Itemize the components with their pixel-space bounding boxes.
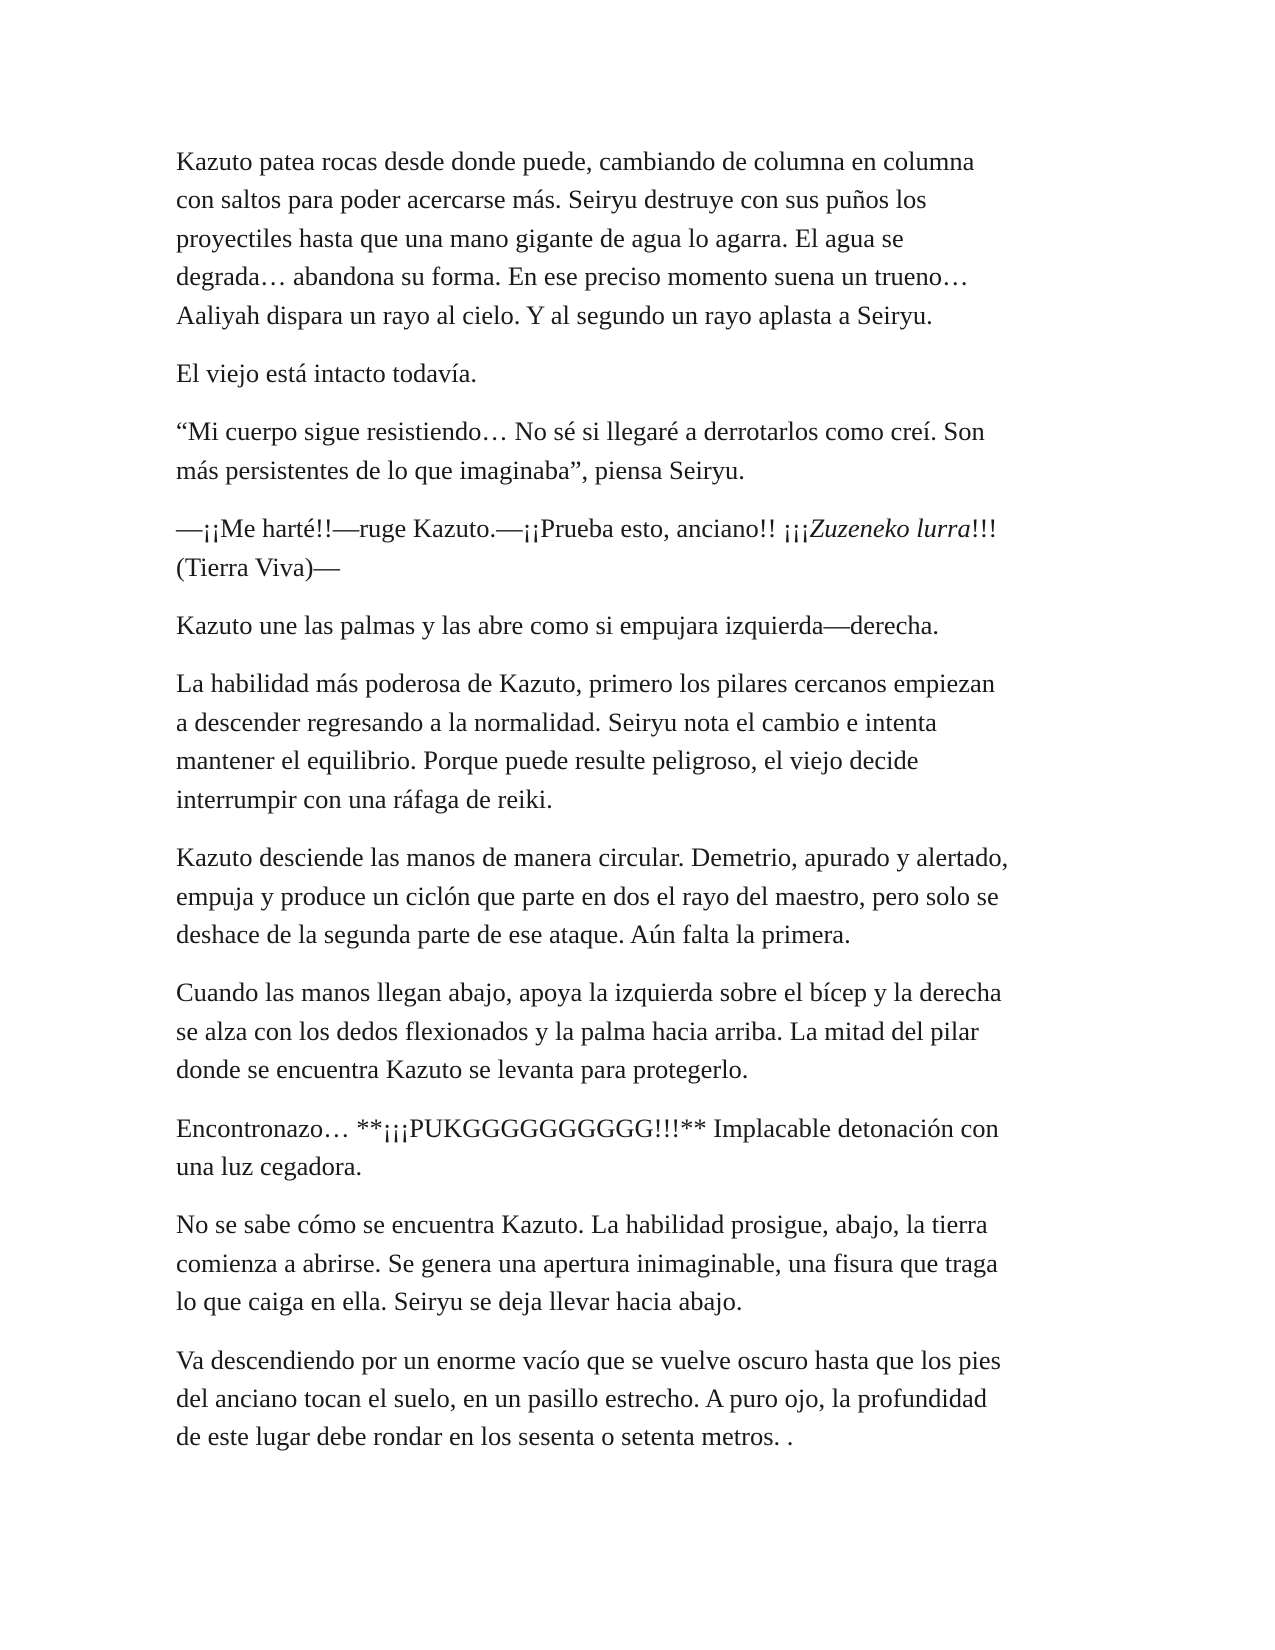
text-line: El viejo está intacto todavía.: [176, 358, 477, 389]
paragraph-10: [176, 1205, 1106, 1320]
text-line: Kazuto patea rocas desde donde puede, cambiando de columna en columna: [176, 146, 975, 176]
text-line: “Mi cuerpo sigue resistiendo… No sé si llegaré a derrotarlos como creí. Son: [176, 416, 985, 447]
text-line: empuja y produce un ciclón que parte en dos el rayo del maestro, pero solo se: [176, 880, 999, 911]
text-line: comienza a abrirse. Se genera una apertura inimaginable, una fisura que traga: [176, 1247, 998, 1278]
text-line: lo que caiga en ella. Seiryu se deja llevar hacia abajo.: [176, 1286, 743, 1317]
dialogue-text: —¡¡Me harté!!—ruge Kazuto.—¡¡Prueba esto, anciano!! ¡¡¡: [176, 513, 810, 544]
document-body: [176, 142, 1106, 1476]
text-line: Kazuto desciende las manos de manera circular. Demetrio, apurado y alertado,: [176, 842, 1009, 873]
paragraph-2: [176, 354, 1106, 392]
text-line: una luz cegadora.: [176, 1150, 363, 1181]
text-line: de este lugar debe rondar en los sesenta o setenta metros. .: [176, 1421, 794, 1452]
text-line: (Tierra Viva)—: [176, 551, 341, 582]
text-line: No se sabe cómo se encuentra Kazuto. La habilidad prosigue, abajo, la tierra: [176, 1209, 988, 1240]
text-line: del anciano tocan el suelo, en un pasillo estrecho. A puro ojo, la profundidad: [176, 1382, 987, 1413]
text-line: Aaliyah dispara un rayo al cielo. Y al segundo un rayo aplasta a Seiryu.: [176, 299, 933, 330]
paragraph-11: [176, 1341, 1106, 1456]
paragraph-9: [176, 1109, 1106, 1186]
text-line: Cuando las manos llegan abajo, apoya la izquierda sobre el bícep y la derecha: [176, 977, 1002, 1008]
text-line: proyectiles hasta que una mano gigante de agua lo agarra. El agua se: [176, 222, 904, 253]
technique-name: Zuzeneko lurra: [809, 513, 971, 544]
text-line: se alza con los dedos flexionados y la palma hacia arriba. La mitad del pilar: [176, 1015, 979, 1046]
paragraph-6: [176, 664, 1106, 818]
text-line: Encontronazo… **¡¡¡PUKGGGGGGGGGG!!!** Implacable detonación con: [176, 1112, 999, 1143]
paragraph-3: [176, 412, 1106, 489]
paragraph-4-dialogue: [176, 509, 1106, 586]
paragraph-7: [176, 838, 1106, 953]
text-line: La habilidad más poderosa de Kazuto, primero los pilares cercanos empiezan: [176, 668, 995, 699]
text-line: más persistentes de lo que imaginaba”, piensa Seiryu.: [176, 454, 745, 485]
text-line: Kazuto une las palmas y las abre como si empujara izquierda—derecha.: [176, 610, 940, 641]
text-line: mantener el equilibrio. Porque puede resulte peligroso, el viejo decide: [176, 745, 919, 776]
text-line: a descender regresando a la normalidad. Seiryu nota el cambio e intenta: [176, 706, 937, 737]
paragraph-5: [176, 606, 1106, 644]
text-line: donde se encuentra Kazuto se levanta para protegerlo.: [176, 1054, 749, 1085]
paragraph-1: [176, 142, 1106, 334]
dialogue-text: !!!: [970, 513, 998, 544]
text-line: degrada… abandona su forma. En ese preciso momento suena un trueno…: [176, 261, 969, 292]
text-line: interrumpir con una ráfaga de reiki.: [176, 783, 553, 814]
paragraph-8: [176, 973, 1106, 1088]
text-line: Va descendiendo por un enorme vacío que se vuelve oscuro hasta que los pies: [176, 1344, 1001, 1375]
text-line: deshace de la segunda parte de ese ataque. Aún falta la primera.: [176, 918, 851, 949]
text-line: con saltos para poder acercarse más. Seiryu destruye con sus puños los: [176, 184, 927, 215]
text-line: [176, 509, 1106, 547]
